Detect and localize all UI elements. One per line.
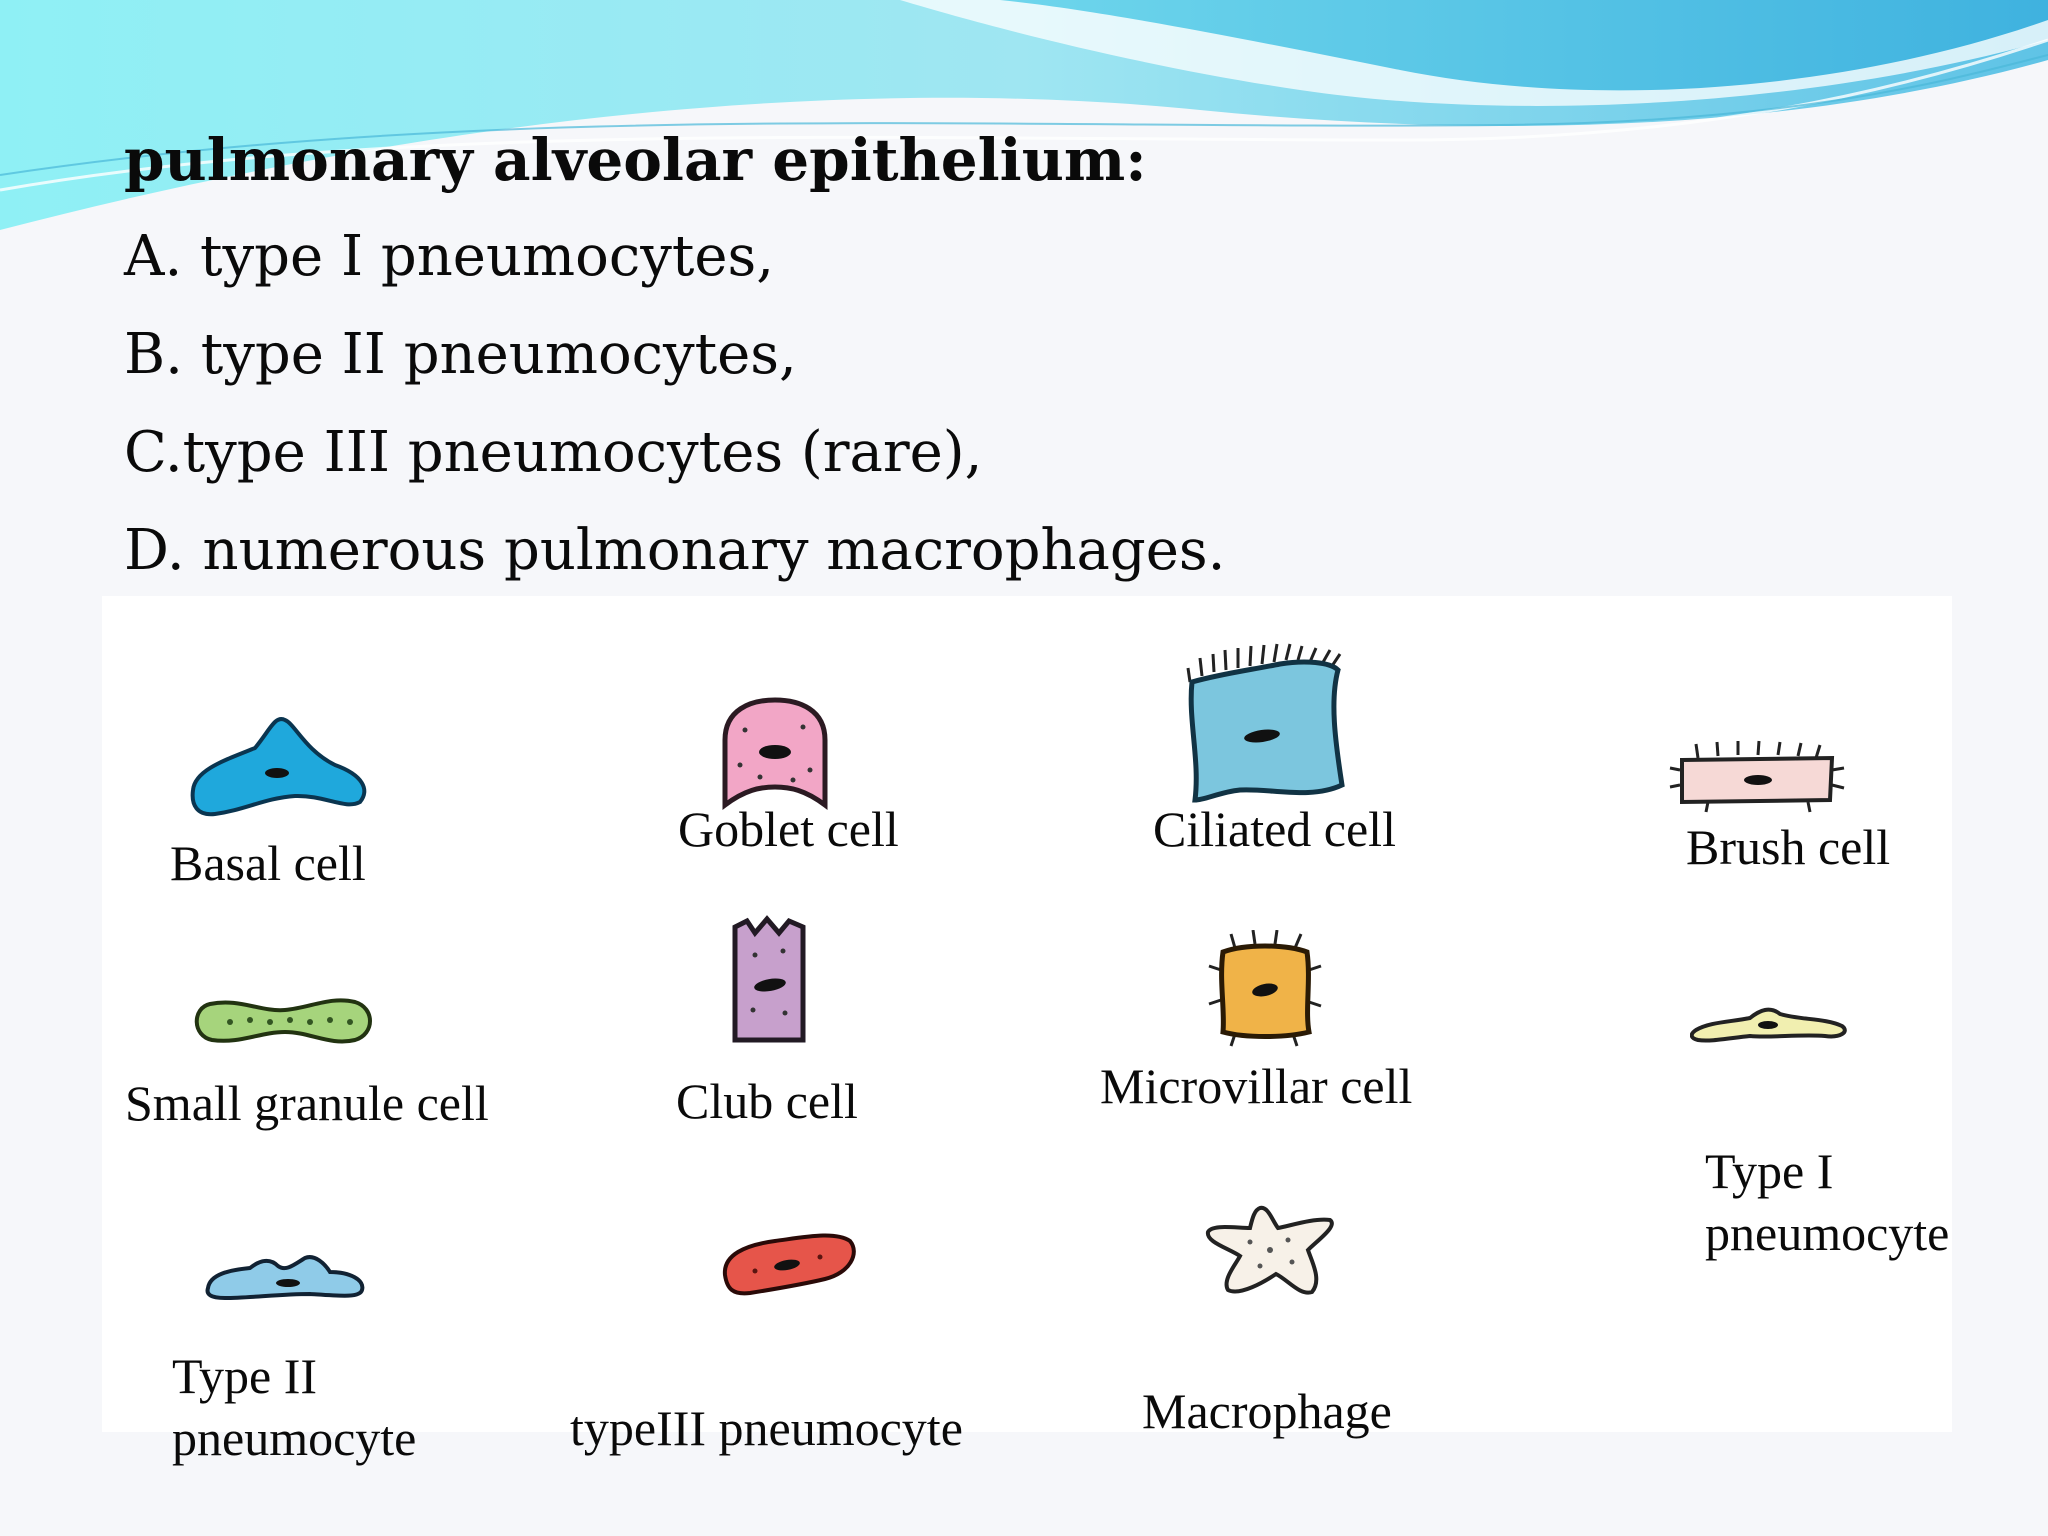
macrophage-label: Macrophage [1142,1383,1392,1439]
type-ii-pneumocyte-label [172,1345,416,1469]
list-item-b: B. type II pneumocytes, [124,322,797,387]
type-i-label-line2: pneumocyte [1705,1205,1950,1261]
type-ii-label-line2: pneumocyte [172,1410,417,1466]
list-item-c: C.type III pneumocytes (rare), [124,420,983,485]
list-item-a: A. type I pneumocytes, [124,224,775,289]
goblet-cell-label: Goblet cell [678,801,899,857]
ciliated-cell-icon [1180,640,1350,805]
type-iii-pneumocyte-icon [715,1225,860,1300]
brush-cell-icon [1668,740,1848,815]
ciliated-cell-label: Ciliated cell [1153,801,1396,857]
small-granule-cell-label: Small granule cell [125,1075,489,1131]
club-cell-icon [725,915,815,1045]
type-ii-label-line1: Type II [172,1348,318,1404]
type-iii-pneumocyte-label: typeIII pneumocyte [570,1400,963,1456]
type-i-pneumocyte-label [1705,1140,1949,1264]
type-ii-pneumocyte-icon [200,1250,370,1305]
small-granule-cell-icon [190,990,380,1050]
microvillar-cell-label: Microvillar cell [1100,1058,1413,1114]
type-i-label-line1: Type I [1705,1143,1834,1199]
brush-cell-label: Brush cell [1686,819,1891,875]
macrophage-icon [1200,1200,1340,1300]
basal-cell-label: Basal cell [170,835,366,891]
microvillar-cell-icon [1205,930,1325,1050]
club-cell-label: Club cell [676,1073,858,1129]
list-item-d: D. numerous pulmonary macrophages. [124,518,1226,583]
slide-title: pulmonary alveolar epithelium: [124,126,1147,194]
type-i-pneumocyte-icon [1690,1000,1850,1050]
goblet-cell-icon [715,695,835,810]
basal-cell-icon [185,710,375,820]
